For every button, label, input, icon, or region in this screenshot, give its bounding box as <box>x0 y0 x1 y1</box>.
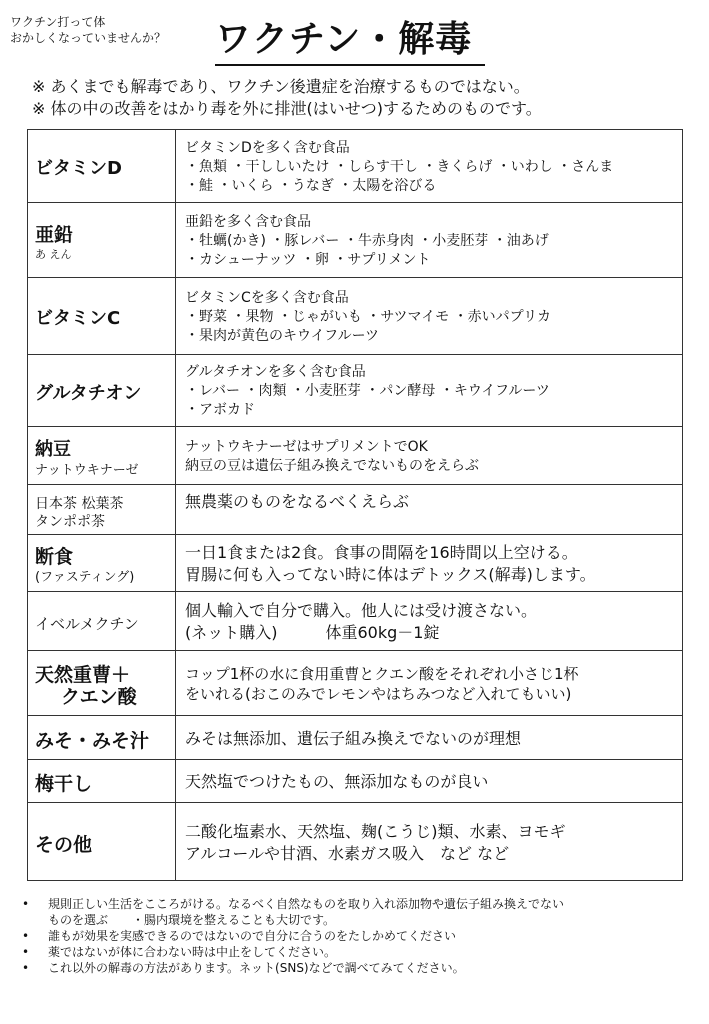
bullet-dot: • <box>22 945 30 959</box>
content-line: ・牡蠣(かき) ・豚レバー ・牛赤身肉 ・小麦胚芽 ・油あげ <box>185 232 549 249</box>
table-row-fasting <box>28 535 682 592</box>
content-line: 個人輸入で自分で購入。他人には受け渡さない。 <box>185 601 538 620</box>
list-item <box>22 944 702 960</box>
content-line: 一日1食または2食。食事の間隔を16時間以上空ける。 <box>185 543 578 562</box>
content-line: ・果肉が黄色のキウイフルーツ <box>185 327 380 344</box>
row-label-text: 亜鉛 <box>35 224 74 246</box>
content-line: をいれる(おこのみでレモンやはちみつなど入れてもいい) <box>185 685 572 703</box>
content-line: ・カシューナッツ ・卵 ・サプリメント <box>185 251 431 268</box>
row-label <box>28 535 176 591</box>
disclaimer-notes <box>32 76 692 120</box>
row-label <box>28 592 176 650</box>
row-label-text: グルタチオン <box>35 382 142 404</box>
table-row-zinc <box>28 203 682 278</box>
content-line: グルタチオンを多く含む食品 <box>185 364 366 380</box>
content-line: ・鮭 ・いくら ・うなぎ ・太陽を浴びる <box>185 177 437 194</box>
bullet-text: 薬ではないが体に合わない時は中止をしてください。 <box>48 945 337 959</box>
row-label-reading: ナットウキナーゼ <box>35 462 139 478</box>
row-label-text: ビタミンD <box>35 158 122 179</box>
row-label-text: 梅干し <box>35 773 93 795</box>
row-label-text: その他 <box>35 833 93 856</box>
content-line: コップ1杯の水に食用重曹とクエン酸をそれぞれ小さじ1杯 <box>185 665 579 683</box>
row-label-text: イベルメクチン <box>35 615 139 633</box>
row-content <box>176 278 682 354</box>
bullet-dot: • <box>22 961 30 975</box>
table-row-umeboshi <box>28 760 682 803</box>
row-content <box>176 355 682 426</box>
content-line: ナットウキナーゼはサプリメントでOK <box>185 438 428 455</box>
content-line: ・レバー ・肉類 ・小麦胚芽 ・パン酵母 ・キウイフルーツ <box>185 383 550 399</box>
table-row-baking-soda <box>28 651 682 716</box>
bullet-text: これ以外の解毒の方法があります。ネット(SNS)などで調べてみてください。 <box>48 961 465 975</box>
row-content <box>176 535 682 591</box>
side-question-line1: ワクチン打って体 <box>10 15 106 29</box>
row-label-reading: (ファスティング) <box>35 570 135 585</box>
table-row-ivermectin <box>28 592 682 651</box>
row-label-text: 日本茶 松葉茶 <box>35 495 124 512</box>
note-1: ※ あくまでも解毒であり、ワクチン後遺症を治療するものではない。 <box>32 77 530 96</box>
page-title: ワクチン・解毒 <box>215 19 473 60</box>
content-line: みそは無添加、遺伝子組み換えでないのが理想 <box>185 728 522 748</box>
row-label <box>28 427 176 484</box>
row-content <box>176 803 682 880</box>
content-line: ビタミンCを多く含む食品 <box>185 289 349 306</box>
table-row-vitamin-d <box>28 130 682 203</box>
note-2: ※ 体の中の改善をはかり毒を外に排泄(はいせつ)するためのものです。 <box>32 99 542 118</box>
bullet-text: ものを選ぶ ・腸内環境を整えることも大切です。 <box>48 913 336 927</box>
row-content <box>176 760 682 802</box>
row-content <box>176 592 682 650</box>
row-label-text: 納豆 <box>35 438 71 460</box>
bullet-text: 誰もが効果を実感できるのではないので自分に合うのをたしかめてください <box>48 929 457 943</box>
side-question-line2: おかしくなっていませんか？ <box>10 31 167 45</box>
content-line: ・魚類 ・干ししいたけ ・しらす干し ・きくらげ ・いわし ・さんま <box>185 158 614 175</box>
table-row-tea <box>28 485 682 535</box>
row-label <box>28 355 176 426</box>
content-line: 天然塩でつけたもの、無添加なものが良い <box>185 772 489 791</box>
content-line: 二酸化塩素水、天然塩、麹(こうじ)類、水素、ヨモギ <box>185 821 566 841</box>
row-label <box>28 278 176 354</box>
row-label <box>28 130 176 202</box>
row-label-text: クエン酸 <box>61 686 137 708</box>
table-row-miso <box>28 716 682 760</box>
footer-bullet-list <box>22 896 702 976</box>
row-content <box>176 651 682 715</box>
row-label <box>28 760 176 802</box>
side-question <box>10 14 166 46</box>
table-row-glutathione <box>28 355 682 427</box>
content-line: (ネット購入) 体重60kg－1錠 <box>185 623 440 642</box>
content-line: 亜鉛を多く含む食品 <box>185 213 311 230</box>
list-item <box>22 928 702 944</box>
content-line: 無農薬のものをなるべくえらぶ <box>185 492 410 511</box>
row-content <box>176 485 682 534</box>
row-label-text: ビタミンC <box>35 308 121 329</box>
title-underline <box>215 64 485 66</box>
row-label-text: 天然重曹＋ <box>35 664 131 686</box>
row-content <box>176 716 682 759</box>
content-line: 胃腸に何も入ってない時に体はデトックス(解毒)します。 <box>185 565 596 584</box>
content-line: ・野菜 ・果物 ・じゃがいも ・サツマイモ ・赤いパプリカ <box>185 308 551 325</box>
row-label <box>28 651 176 715</box>
row-label <box>28 485 176 534</box>
table-row-natto <box>28 427 682 485</box>
row-label-text: みそ・みそ汁 <box>35 729 150 752</box>
detox-table <box>27 129 683 881</box>
content-line: ・アボカド <box>185 402 255 418</box>
row-label-text: タンポポ茶 <box>35 513 105 530</box>
bullet-text: 規則正しい生活をこころがける。なるべく自然なものを取り入れ添加物や遺伝子組み換えでない <box>48 897 565 911</box>
row-label-text: 断食 <box>35 546 74 568</box>
table-row-other <box>28 803 682 880</box>
bullet-dot: • <box>22 929 30 943</box>
row-label <box>28 803 176 880</box>
list-item <box>22 960 702 976</box>
row-label-reading: あ えん <box>35 248 72 261</box>
table-row-vitamin-c <box>28 278 682 355</box>
list-item <box>22 896 702 928</box>
content-line: ビタミンDを多く含む食品 <box>185 139 350 156</box>
row-content <box>176 130 682 202</box>
row-content <box>176 427 682 484</box>
bullet-dot: • <box>22 897 30 911</box>
header <box>10 10 700 70</box>
row-content <box>176 203 682 277</box>
row-label <box>28 203 176 277</box>
row-label <box>28 716 176 759</box>
content-line: アルコールや甘酒、水素ガス吸入 など など <box>185 843 510 863</box>
content-line: 納豆の豆は遺伝子組み換えでないものをえらぶ <box>185 457 479 474</box>
